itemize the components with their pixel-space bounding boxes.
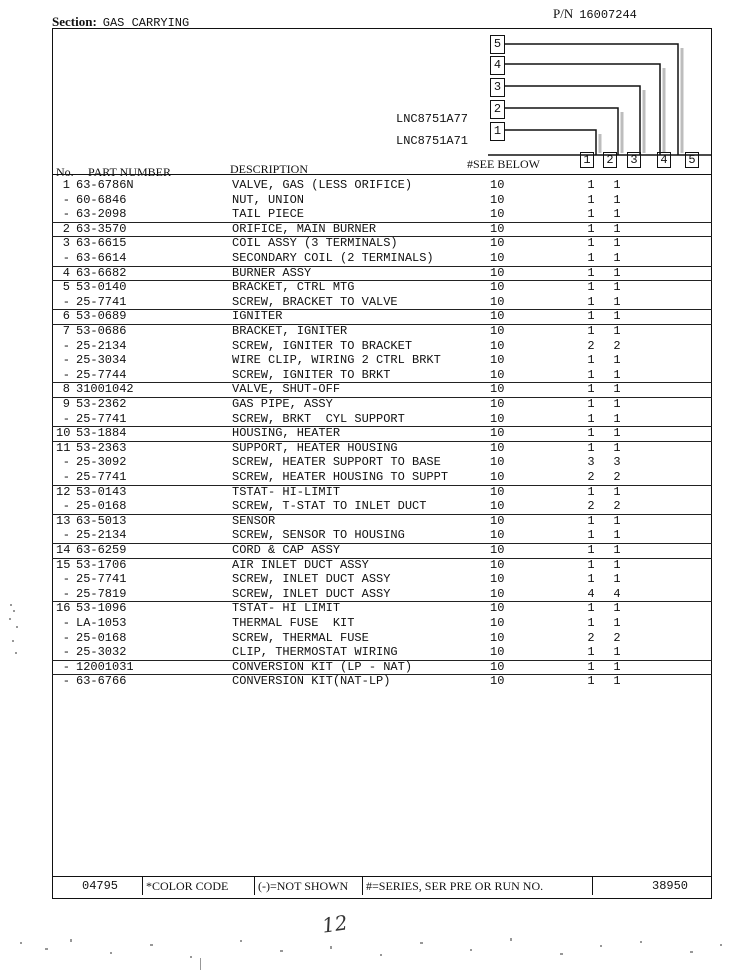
row-description: SECONDARY COIL (2 TERMINALS) [232,251,434,265]
row-part-number: 25-7741 [76,470,127,484]
table-row [52,660,712,676]
row-qty-2: 1 [613,513,621,528]
row-item-no: - [62,367,70,382]
row-qty-1: 2 [587,338,595,353]
row-qty-1: 2 [587,630,595,645]
row-description: GAS PIPE, ASSY [232,397,333,411]
row-description: BRACKET, IGNITER [232,324,348,338]
row-item-no: - [62,630,70,645]
row-item-no: 8 [62,382,70,397]
table-row [52,368,712,384]
row-item-no: - [62,659,70,674]
handwritten-page-mark: 12 [320,910,349,938]
row-qty-1: 1 [587,192,595,207]
row-part-number: 53-1706 [76,557,127,572]
row-item-no: 7 [62,324,70,338]
row-see-below: 10 [490,484,505,499]
row-description: CONVERSION KIT (LP - NAT) [232,659,413,674]
row-item-no: - [62,499,70,514]
row-see-below: 10 [490,324,505,338]
row-qty-1: 1 [587,616,595,630]
row-qty-1: 1 [587,645,595,660]
row-qty-1: 1 [587,513,595,528]
row-description: VALVE, SHUT-OFF [232,382,341,397]
row-qty-1: 1 [587,207,595,222]
table-row [52,601,712,616]
row-qty-2: 1 [613,236,621,251]
row-item-no: 12 [56,484,71,499]
row-see-below: 10 [490,236,505,251]
row-description: SCREW, HEATER HOUSING TO SUPPT [232,470,449,484]
row-see-below: 10 [490,426,505,441]
table-row [52,236,712,251]
row-qty-1: 1 [587,251,595,265]
table-row [52,528,712,544]
row-qty-2: 1 [613,674,621,689]
footer-not-shown: (-)=NOT SHOWN [258,879,349,893]
row-item-no: 5 [62,280,70,295]
col-no: No. [56,165,74,179]
row-item-no: 3 [62,236,70,251]
row-qty-2: 1 [613,221,621,236]
row-see-below: 10 [490,309,505,324]
part-number-header [553,6,637,22]
row-part-number: 63-6614 [76,251,127,265]
row-part-number: 25-7741 [76,294,127,309]
row-qty-2: 1 [613,265,621,280]
row-qty-1: 1 [587,178,595,192]
col-see-below: #SEE BELOW [467,157,540,171]
row-qty-1: 3 [587,455,595,470]
row-qty-2: 2 [613,338,621,353]
row-description: ORIFICE, MAIN BURNER [232,221,377,236]
row-see-below: 10 [490,294,505,309]
row-qty-2: 1 [613,411,621,426]
model-name-2: LNC8751A77 [396,112,469,126]
scan-noise-strip [0,930,750,970]
row-qty-1: 4 [587,586,595,601]
row-qty-2: 2 [613,470,621,484]
table-row [52,339,712,354]
table-row [52,514,712,529]
row-description: SCREW, BRACKET TO VALVE [232,294,398,309]
row-see-below: 10 [490,528,505,543]
row-item-no: 15 [56,557,71,572]
table-row [52,543,712,559]
row-description: CLIP, THERMOSTAT WIRING [232,645,398,660]
row-part-number: 53-1096 [76,601,127,616]
row-see-below: 10 [490,440,505,455]
table-row [52,222,712,238]
row-qty-2: 1 [613,192,621,207]
row-see-below: 10 [490,382,505,397]
row-description: SCREW, INLET DUCT ASSY [232,586,391,601]
row-part-number: 12001031 [76,659,134,674]
table-row [52,324,712,339]
row-description: AIR INLET DUCT ASSY [232,557,369,572]
row-item-no: - [62,192,70,207]
row-description: VALVE, GAS (LESS ORIFICE) [232,178,413,192]
row-qty-2: 1 [613,440,621,455]
model-stack-3: 3 [490,78,505,97]
row-qty-1: 1 [587,221,595,236]
row-qty-2: 1 [613,397,621,411]
row-item-no: 14 [56,543,71,557]
row-qty-2: 2 [613,499,621,514]
model-stack-4: 4 [490,56,505,75]
row-see-below: 10 [490,280,505,295]
row-item-no: - [62,645,70,660]
row-qty-1: 2 [587,499,595,514]
row-see-below: 10 [490,397,505,411]
row-part-number: 53-0689 [76,309,127,324]
row-part-number: 53-0686 [76,324,127,338]
row-see-below: 10 [490,586,505,601]
qty-col-3: 3 [627,152,641,168]
table-row [52,353,712,368]
row-part-number: 60-6846 [76,192,127,207]
row-part-number: 53-0140 [76,280,127,295]
model-name-1: LNC8751A71 [396,134,469,148]
row-qty-2: 1 [613,367,621,382]
row-see-below: 10 [490,470,505,484]
row-description: SCREW, INLET DUCT ASSY [232,572,391,587]
row-part-number: 25-0168 [76,630,127,645]
table-row [52,631,712,646]
row-qty-1: 1 [587,324,595,338]
row-item-no: 13 [56,513,71,528]
row-qty-1: 2 [587,470,595,484]
row-qty-1: 1 [587,601,595,616]
row-qty-2: 1 [613,616,621,630]
row-qty-1: 1 [587,280,595,295]
row-part-number: 25-2134 [76,528,127,543]
row-part-number: LA-1053 [76,616,127,630]
col-description: DESCRIPTION [230,162,309,176]
row-part-number: 53-0143 [76,484,127,499]
model-stack-1: 1 [490,122,505,141]
row-item-no: - [62,455,70,470]
row-qty-1: 1 [587,528,595,543]
row-description: IGNITER [232,309,283,324]
row-qty-2: 1 [613,294,621,309]
row-see-below: 10 [490,192,505,207]
row-item-no: - [62,674,70,689]
row-see-below: 10 [490,367,505,382]
row-see-below: 10 [490,616,505,630]
pn-label: P/N [553,6,574,21]
row-description: NUT, UNION [232,192,305,207]
table-row [52,178,712,193]
row-see-below: 10 [490,265,505,280]
row-part-number: 25-7741 [76,572,127,587]
model-stack-5: 5 [490,35,505,54]
row-qty-1: 1 [587,236,595,251]
row-item-no: - [62,338,70,353]
table-row [52,426,712,442]
row-description: CONVERSION KIT(NAT-LP) [232,674,391,689]
row-qty-1: 1 [587,367,595,382]
row-qty-1: 1 [587,543,595,557]
row-description: WIRE CLIP, WIRING 2 CTRL BRKT [232,353,441,368]
row-part-number: 53-2363 [76,440,127,455]
row-item-no: - [62,470,70,484]
row-item-no: 2 [62,221,70,236]
row-part-number: 53-2362 [76,397,127,411]
table-row [52,266,712,282]
table-row [52,616,712,631]
row-qty-2: 1 [613,309,621,324]
row-qty-2: 1 [613,543,621,557]
footer-doc-number: 38950 [652,879,689,893]
row-item-no: - [62,294,70,309]
table-row [52,295,712,311]
row-qty-1: 1 [587,411,595,426]
table-row [52,558,712,573]
row-qty-2: 1 [613,659,621,674]
row-description: BRACKET, CTRL MTG [232,280,355,295]
table-row [52,251,712,267]
row-see-below: 10 [490,645,505,660]
row-qty-2: 1 [613,353,621,368]
row-qty-1: 1 [587,382,595,397]
row-description: TSTAT- HI-LIMIT [232,484,341,499]
pn-value: 16007244 [579,8,637,22]
row-item-no: - [62,586,70,601]
row-part-number: 53-1884 [76,426,127,441]
row-qty-1: 1 [587,659,595,674]
row-see-below: 10 [490,543,505,557]
table-row [52,455,712,470]
row-see-below: 10 [490,178,505,192]
table-row [52,441,712,456]
row-see-below: 10 [490,251,505,265]
row-description: SCREW, IGNITER TO BRACKET [232,338,413,353]
row-description: TAIL PIECE [232,207,305,222]
row-qty-2: 4 [613,586,621,601]
table-row [52,382,712,398]
row-qty-2: 1 [613,557,621,572]
row-item-no: - [62,251,70,265]
qty-col-2: 2 [603,152,617,168]
row-qty-2: 2 [613,630,621,645]
row-part-number: 63-6259 [76,543,127,557]
row-item-no: 10 [56,426,71,441]
table-row [52,674,712,689]
row-item-no: 1 [62,178,70,192]
row-part-number: 63-5013 [76,513,127,528]
row-description: SCREW, SENSOR TO HOUSING [232,528,405,543]
row-item-no: - [62,411,70,426]
row-see-below: 10 [490,353,505,368]
row-qty-2: 1 [613,207,621,222]
row-see-below: 10 [490,674,505,689]
row-part-number: 25-3032 [76,645,127,660]
section-label: Section: [52,14,97,29]
row-qty-1: 1 [587,484,595,499]
table-row [52,412,712,428]
section-value: GAS CARRYING [102,16,190,30]
row-description: THERMAL FUSE KIT [232,616,355,630]
row-item-no: 6 [62,309,70,324]
row-item-no: - [62,616,70,630]
scan-noise-margin [4,600,24,660]
row-see-below: 10 [490,557,505,572]
row-description: BURNER ASSY [232,265,312,280]
table-row [52,193,712,208]
qty-col-4: 4 [657,152,671,168]
footer-color-code: *COLOR CODE [146,879,229,893]
row-part-number: 25-3034 [76,353,127,368]
model-stack-2: 2 [490,100,505,119]
row-part-number: 63-6682 [76,265,127,280]
table-row [52,280,712,295]
row-description: COIL ASSY (3 TERMINALS) [232,236,398,251]
table-row [52,645,712,661]
row-item-no: - [62,207,70,222]
row-qty-2: 1 [613,324,621,338]
row-qty-2: 1 [613,528,621,543]
row-item-no: 9 [62,397,70,411]
model-step-lines [488,28,712,178]
table-row [52,207,712,223]
row-see-below: 10 [490,338,505,353]
row-description: SCREW, HEATER SUPPORT TO BASE [232,455,441,470]
row-see-below: 10 [490,499,505,514]
row-qty-2: 1 [613,484,621,499]
row-description: HOUSING, HEATER [232,426,341,441]
row-qty-1: 1 [587,557,595,572]
row-qty-2: 1 [613,178,621,192]
row-part-number: 63-3570 [76,221,127,236]
row-part-number: 25-7741 [76,411,127,426]
row-qty-2: 1 [613,382,621,397]
row-part-number: 31001042 [76,382,134,397]
row-part-number: 25-7819 [76,586,127,601]
row-part-number: 63-6786N [76,178,134,192]
table-row [52,397,712,412]
row-qty-2: 1 [613,572,621,587]
row-qty-1: 1 [587,674,595,689]
qty-col-1: 1 [580,152,594,168]
row-see-below: 10 [490,455,505,470]
row-qty-1: 1 [587,309,595,324]
row-description: SUPPORT, HEATER HOUSING [232,440,398,455]
row-see-below: 10 [490,572,505,587]
row-see-below: 10 [490,411,505,426]
row-part-number: 63-6615 [76,236,127,251]
row-see-below: 10 [490,513,505,528]
row-item-no: - [62,528,70,543]
table-row [52,485,712,500]
row-see-below: 10 [490,221,505,236]
row-item-no: 11 [56,440,71,455]
row-item-no: 4 [62,265,70,280]
row-description: TSTAT- HI LIMIT [232,601,341,616]
row-part-number: 63-6766 [76,674,127,689]
row-see-below: 10 [490,207,505,222]
row-qty-1: 1 [587,397,595,411]
row-part-number: 25-2134 [76,338,127,353]
row-qty-2: 1 [613,251,621,265]
row-qty-1: 1 [587,294,595,309]
table-row [52,499,712,515]
row-item-no: 16 [56,601,71,616]
row-qty-1: 1 [587,426,595,441]
row-description: SCREW, T-STAT TO INLET DUCT [232,499,427,514]
row-part-number: 25-3092 [76,455,127,470]
footer-series: #=SERIES, SER PRE OR RUN NO. [366,879,544,893]
col-part-number: PART NUMBER [88,165,171,179]
row-item-no: - [62,572,70,587]
row-part-number: 63-2098 [76,207,127,222]
row-qty-2: 1 [613,280,621,295]
row-description: SCREW, IGNITER TO BRKT [232,367,391,382]
table-row [52,587,712,603]
row-description: SCREW, BRKT CYL SUPPORT [232,411,405,426]
row-qty-1: 1 [587,353,595,368]
row-description: SCREW, THERMAL FUSE [232,630,369,645]
row-qty-2: 3 [613,455,621,470]
row-description: SENSOR [232,513,276,528]
footer-date-code: 04795 [82,879,119,893]
table-row [52,572,712,587]
row-qty-1: 1 [587,572,595,587]
row-item-no: - [62,353,70,368]
row-see-below: 10 [490,659,505,674]
row-part-number: 25-7744 [76,367,127,382]
table-row [52,309,712,325]
table-row [52,470,712,486]
row-part-number: 25-0168 [76,499,127,514]
row-qty-1: 1 [587,265,595,280]
row-description: CORD & CAP ASSY [232,543,341,557]
row-qty-2: 1 [613,645,621,660]
row-qty-2: 1 [613,601,621,616]
row-qty-2: 1 [613,426,621,441]
row-see-below: 10 [490,601,505,616]
row-qty-1: 1 [587,440,595,455]
row-see-below: 10 [490,630,505,645]
qty-col-5: 5 [685,152,699,168]
footer-bar [52,876,712,896]
